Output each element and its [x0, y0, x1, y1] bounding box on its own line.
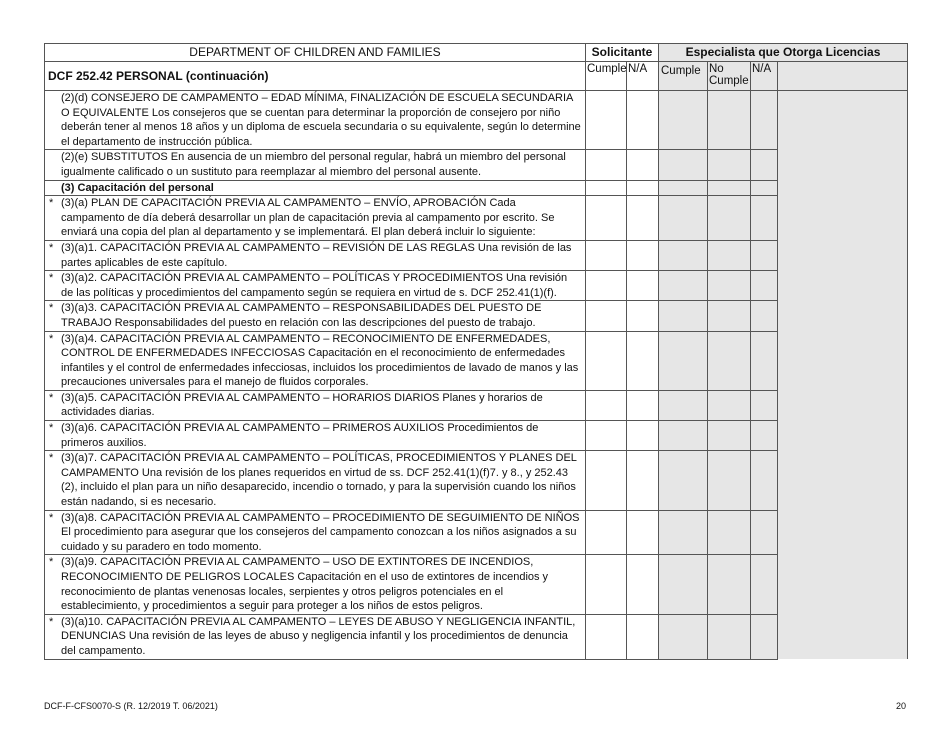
specialist-na-cell[interactable] [751, 555, 778, 614]
applicant-na-cell[interactable] [627, 390, 659, 420]
applicant-cumple-cell[interactable] [586, 331, 627, 390]
applicant-na-cell[interactable] [627, 301, 659, 331]
specialist-na-cell[interactable] [751, 510, 778, 555]
applicant-cumple-cell[interactable] [586, 555, 627, 614]
spacer-cell [778, 451, 908, 510]
specialist-na-cell[interactable] [751, 301, 778, 331]
applicant-na-cell[interactable] [627, 271, 659, 301]
spacer-cell [778, 196, 908, 241]
asterisk-marker: * [49, 302, 54, 315]
page-number: 20 [895, 701, 906, 711]
applicant-cumple-cell[interactable] [586, 91, 627, 150]
applicant-na-cell[interactable] [627, 180, 659, 196]
spacer-cell [778, 91, 908, 150]
specialist-cumple-cell[interactable] [659, 331, 708, 390]
specialist-na-cell[interactable] [751, 196, 778, 241]
spacer-cell [778, 510, 908, 555]
applicant-na-cell[interactable] [627, 240, 659, 270]
specialist-no-cumple-cell[interactable] [708, 91, 751, 150]
spacer-cell [778, 331, 908, 390]
requirement-text: * (3)(a)5. CAPACITACIÓN PREVIA AL CAMPAMENTO – HORARIOS DIARIOS Planes y horarios de actividades diarias. [45, 390, 586, 420]
requirement-text: * (3)(a)4. CAPACITACIÓN PREVIA AL CAMPAMENTO – RECONOCIMIENTO DE ENFERMEDADES, CONTROL DE ENFERMEDADES INFECCIOSAS Capacitación en el reconocimiento de enfermedades infantiles y el control de enfermedades infecciosas, incluidos los procedimientos de lavado de manos y las precauciones universales para el manejo de fluidos corporales. [45, 331, 586, 390]
asterisk-marker: * [49, 615, 54, 628]
applicant-na-header: N/A [627, 62, 659, 91]
applicant-na-cell[interactable] [627, 196, 659, 241]
applicant-cumple-cell[interactable] [586, 240, 627, 270]
requirement-row [45, 196, 908, 241]
applicant-na-cell[interactable] [627, 451, 659, 510]
spacer-cell [778, 62, 908, 91]
requirement-row [45, 614, 908, 659]
spacer-cell [778, 271, 908, 301]
specialist-na-cell[interactable] [751, 150, 778, 180]
asterisk-marker: * [49, 197, 54, 210]
requirement-row [45, 271, 908, 301]
subheading-text: (3) Capacitación del personal [45, 180, 586, 196]
requirement-text: * (3)(a)3. CAPACITACIÓN PREVIA AL CAMPAMENTO – RESPONSABILIDADES DEL PUESTO DE TRABAJO Responsabilidades del puesto en relación con las descripciones del puesto de trabajo. [45, 301, 586, 331]
applicant-na-cell[interactable] [627, 614, 659, 659]
specialist-cumple-cell[interactable] [659, 301, 708, 331]
specialist-na-header: N/A [751, 62, 778, 91]
asterisk-marker: * [49, 332, 54, 345]
requirement-row [45, 555, 908, 614]
applicant-cumple-cell[interactable] [586, 196, 627, 241]
requirement-row [45, 421, 908, 451]
applicant-cumple-cell[interactable] [586, 451, 627, 510]
specialist-na-cell[interactable] [751, 180, 778, 196]
spacer-cell [778, 180, 908, 196]
specialist-na-cell[interactable] [751, 271, 778, 301]
asterisk-marker: * [49, 452, 54, 465]
specialist-cumple-cell[interactable] [659, 510, 708, 555]
specialist-no-cumple-cell[interactable] [708, 510, 751, 555]
requirement-text: (2)(d) CONSEJERO DE CAMPAMENTO – EDAD MÍNIMA, FINALIZACIÓN DE ESCUELA SECUNDARIA O EQUIVALENTE Los consejeros que se cuentan para determinar la proporción de consejero por niño deberán tener al menos 18 años y un diploma de escuela secundaria o su equivalente, según lo determine el departamento de instrucción pública. [45, 91, 586, 150]
specialist-cumple-cell[interactable] [659, 390, 708, 420]
specialist-no-cumple-cell[interactable] [708, 331, 751, 390]
department-header: DEPARTMENT OF CHILDREN AND FAMILIES [45, 44, 586, 62]
specialist-no-cumple-cell[interactable] [708, 240, 751, 270]
applicant-header: Solicitante [586, 44, 659, 62]
applicant-cumple-cell[interactable] [586, 271, 627, 301]
specialist-no-cumple-cell[interactable] [708, 271, 751, 301]
specialist-no-cumple-cell[interactable] [708, 614, 751, 659]
requirement-text: * (3)(a)2. CAPACITACIÓN PREVIA AL CAMPAMENTO – POLÍTICAS Y PROCEDIMIENTOS Una revisión de las políticas y procedimientos del campamento según se requiera en virtud de s. DCF 252.41(1)(f). [45, 271, 586, 301]
specialist-na-cell[interactable] [751, 421, 778, 451]
spacer-cell [778, 390, 908, 420]
spacer-cell [778, 421, 908, 451]
asterisk-marker: * [49, 241, 54, 254]
applicant-na-cell[interactable] [627, 91, 659, 150]
specialist-header: Especialista que Otorga Licencias [659, 44, 908, 62]
spacer-cell [778, 150, 908, 180]
specialist-cumple-cell[interactable] [659, 451, 708, 510]
form-id: DCF-F-CFS0070-S (R. 12/2019 T. 06/2021) [44, 701, 218, 711]
requirement-text: * (3)(a)1. CAPACITACIÓN PREVIA AL CAMPAMENTO – REVISIÓN DE LAS REGLAS Una revisión de las partes aplicables de este capítulo. [45, 240, 586, 270]
applicant-cumple-cell[interactable] [586, 614, 627, 659]
specialist-no-cumple-cell[interactable] [708, 390, 751, 420]
specialist-cumple-header: Cumple [659, 62, 708, 91]
specialist-no-cumple-cell[interactable] [708, 555, 751, 614]
specialist-na-cell[interactable] [751, 390, 778, 420]
specialist-na-cell[interactable] [751, 240, 778, 270]
requirement-text: * (3)(a)7. CAPACITACIÓN PREVIA AL CAMPAMENTO – POLÍTICAS, PROCEDIMIENTOS Y PLANES DEL CAMPAMENTO Una revisión de los planes requeridos en virtud de ss. DCF 252.41(1)(f)7. y 8., y 252.43 (2), incluido el plan para un niño desaparecido, incendio o tornado, y para la supervisión cuando los niños están nadando, si es necesario. [45, 451, 586, 510]
spacer-cell [778, 301, 908, 331]
section-title: DCF 252.42 PERSONAL (continuación) [45, 62, 586, 91]
applicant-na-cell[interactable] [627, 150, 659, 180]
applicant-cumple-cell[interactable] [586, 301, 627, 331]
specialist-no-cumple-cell[interactable] [708, 451, 751, 510]
applicant-cumple-cell[interactable] [586, 390, 627, 420]
licensing-checklist-table [44, 43, 908, 660]
specialist-na-cell[interactable] [751, 451, 778, 510]
requirement-text: * (3)(a)8. CAPACITACIÓN PREVIA AL CAMPAMENTO – PROCEDIMIENTO DE SEGUIMIENTO DE NIÑOS El procedimiento para asegurar que los consejeros del campamento conozcan a los niños asignados a su cuidado y su paradero en todo momento. [45, 510, 586, 555]
specialist-cumple-cell[interactable] [659, 91, 708, 150]
specialist-na-cell[interactable] [751, 614, 778, 659]
applicant-na-cell[interactable] [627, 421, 659, 451]
specialist-cumple-cell[interactable] [659, 196, 708, 241]
requirement-row [45, 240, 908, 270]
asterisk-marker: * [49, 422, 54, 435]
specialist-no-cumple-cell[interactable] [708, 421, 751, 451]
spacer-cell [778, 614, 908, 659]
asterisk-marker: * [49, 391, 54, 404]
requirement-text: * (3)(a) PLAN DE CAPACITACIÓN PREVIA AL CAMPAMENTO – ENVÍO, APROBACIÓN Cada campamento de día deberá desarrollar un plan de capacitación previa al campamento por escrito. Se enviará una copia del plan al departamento y se implementará. El plan deberá incluir lo siguiente: [45, 196, 586, 241]
specialist-cumple-cell[interactable] [659, 271, 708, 301]
applicant-na-cell[interactable] [627, 555, 659, 614]
specialist-no-cumple-header: No Cumple [708, 62, 751, 91]
applicant-cumple-cell[interactable] [586, 510, 627, 555]
specialist-cumple-cell[interactable] [659, 555, 708, 614]
specialist-cumple-cell[interactable] [659, 150, 708, 180]
specialist-no-cumple-cell[interactable] [708, 180, 751, 196]
specialist-cumple-cell[interactable] [659, 421, 708, 451]
requirement-text: * (3)(a)6. CAPACITACIÓN PREVIA AL CAMPAMENTO – PRIMEROS AUXILIOS Procedimientos de primeros auxilios. [45, 421, 586, 451]
specialist-no-cumple-cell[interactable] [708, 301, 751, 331]
asterisk-marker: * [49, 556, 54, 569]
specialist-cumple-cell[interactable] [659, 180, 708, 196]
specialist-no-cumple-cell[interactable] [708, 150, 751, 180]
spacer-cell [778, 240, 908, 270]
requirement-row [45, 91, 908, 150]
applicant-cumple-cell[interactable] [586, 180, 627, 196]
specialist-cumple-cell[interactable] [659, 240, 708, 270]
spacer-cell [778, 555, 908, 614]
requirement-text: * (3)(a)9. CAPACITACIÓN PREVIA AL CAMPAMENTO – USO DE EXTINTORES DE INCENDIOS, RECONOCIMIENTO DE PELIGROS LOCALES Capacitación en el uso de extintores de incendios y reconocimiento de plantas venenosas locales, serpientes y otros peligros potenciales en el establecimiento, y procedimientos a seguir para proteger a los niños de estos peligros. [45, 555, 586, 614]
requirement-text: (2)(e) SUBSTITUTOS En ausencia de un miembro del personal regular, habrá un miembro del personal igualmente calificado o un sustituto para reemplazar al miembro del personal ausente. [45, 150, 586, 180]
applicant-cumple-cell[interactable] [586, 421, 627, 451]
requirement-row [45, 331, 908, 390]
requirement-text: * (3)(a)10. CAPACITACIÓN PREVIA AL CAMPAMENTO – LEYES DE ABUSO Y NEGLIGENCIA INFANTIL, DENUNCIAS Una revisión de las leyes de abuso y negligencia infantil y los procedimientos de denuncia del campamento. [45, 614, 586, 659]
applicant-na-cell[interactable] [627, 510, 659, 555]
specialist-no-cumple-cell[interactable] [708, 196, 751, 241]
applicant-na-cell[interactable] [627, 331, 659, 390]
requirement-row [45, 301, 908, 331]
applicant-cumple-header: Cumple [586, 62, 627, 91]
asterisk-marker: * [49, 511, 54, 524]
asterisk-marker: * [49, 272, 54, 285]
specialist-na-cell[interactable] [751, 331, 778, 390]
section-subheading-row [45, 180, 908, 196]
applicant-cumple-cell[interactable] [586, 150, 627, 180]
requirement-row [45, 390, 908, 420]
requirement-row [45, 150, 908, 180]
specialist-cumple-cell[interactable] [659, 614, 708, 659]
requirement-row [45, 510, 908, 555]
requirement-row [45, 451, 908, 510]
specialist-na-cell[interactable] [751, 91, 778, 150]
